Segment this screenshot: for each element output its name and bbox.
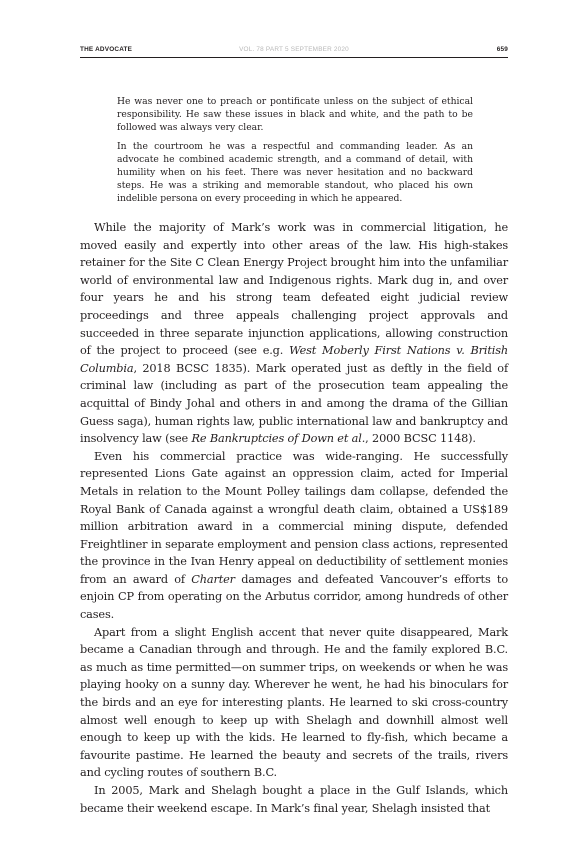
case-citation: West Moberly First Nations v. British Columbia — [80, 344, 508, 375]
quote-paragraph: He was never one to preach or pontificate unless on the subject of ethical responsibility. He saw these issues in black and white, and the path to be followed was always very clear. — [117, 96, 473, 134]
case-citation: Re Bankruptcies of Down et al. — [191, 432, 366, 446]
italic-term: Charter — [191, 572, 235, 586]
page-number: 659 — [496, 46, 508, 53]
article-body — [80, 219, 508, 817]
paragraph-text: Even his commercial practice was wide-ranging. He successfully represented Lions Gate against an oppression claim, acted for Imperial Metals in relation to the Mount Polley tailings dam collapse, defended the Royal Bank of Canada against a wrongful death claim, obtained a US$189 million arbitration award in a commercial mining dispute, defended Freightliner in separate employment and pension class actions, represented the province in the Ivan Henry appeal on deductibility of settlement monies from an award of — [80, 449, 508, 586]
body-paragraph — [80, 448, 508, 624]
paragraph-text: , 2000 BCSC 1148). — [365, 432, 476, 446]
issue-info: VOL. 78 PART 5 SEPTEMBER 2020 — [239, 46, 349, 53]
block-quote — [117, 95, 473, 211]
body-paragraph — [80, 219, 508, 448]
paragraph-text: damages and defeated Vancouver’s efforts to enjoin CP from operating on the Arbutus corridor, among hundreds of other cases. — [80, 572, 508, 622]
body-paragraph: Apart from a slight English accent that never quite disappeared, Mark became a Canadian through and through. He and the family explored B.C. as much as time permitted—on summer trips, on weekends or when he was playing hooky on a sunny day. Wherever he went, he had his binoculars for the birds and an eye for interesting plants. He learned to ski cross-country almost well enough to keep up with Shelagh and downhill almost well enough to keep up with the kids. He learned to fly-fish, which became a favourite pastime. He learned the beauty and secrets of the trails, rivers and cycling routes of southern B.C. — [80, 625, 508, 780]
journal-name: THE ADVOCATE — [80, 46, 133, 53]
paragraph-text: While the majority of Mark’s work was in commercial litigation, he moved easily and expertly into other areas of the law. His high-stakes retainer for the Site C Clean Energy Project brought him into the unfamiliar world of environmental law and Indigenous rights. Mark dug in, and over four years he and his strong team defeated eight judicial review proceedings and three appeals challenging project approvals and succeeded in three separate injunction applications, allowing construction of the project to proceed (see e.g. — [80, 221, 508, 358]
body-paragraph: In 2005, Mark and Shelagh bought a place in the Gulf Islands, which became their weekend escape. In Mark’s final year, Shelagh insisted that — [80, 784, 508, 815]
quote-paragraph: In the courtroom he was a respectful and commanding leader. As an advocate he combined academic strength, and a command of detail, with humility when on his feet. There was never hesitation and no backward steps. He was a striking and memorable standout, who placed his own indelible persona on every proceeding in which he appeared. — [117, 140, 473, 205]
header-rule — [80, 57, 508, 58]
paragraph-text: , 2018 BCSC 1835). Mark operated just as deftly in the field of criminal law (including as part of the prosecution team appealing the acquittal of Bindy Johal and others in and among the drama of the Gillian Guess saga), human rights law, public international law and bankruptcy and insolvency law (see — [80, 361, 508, 446]
